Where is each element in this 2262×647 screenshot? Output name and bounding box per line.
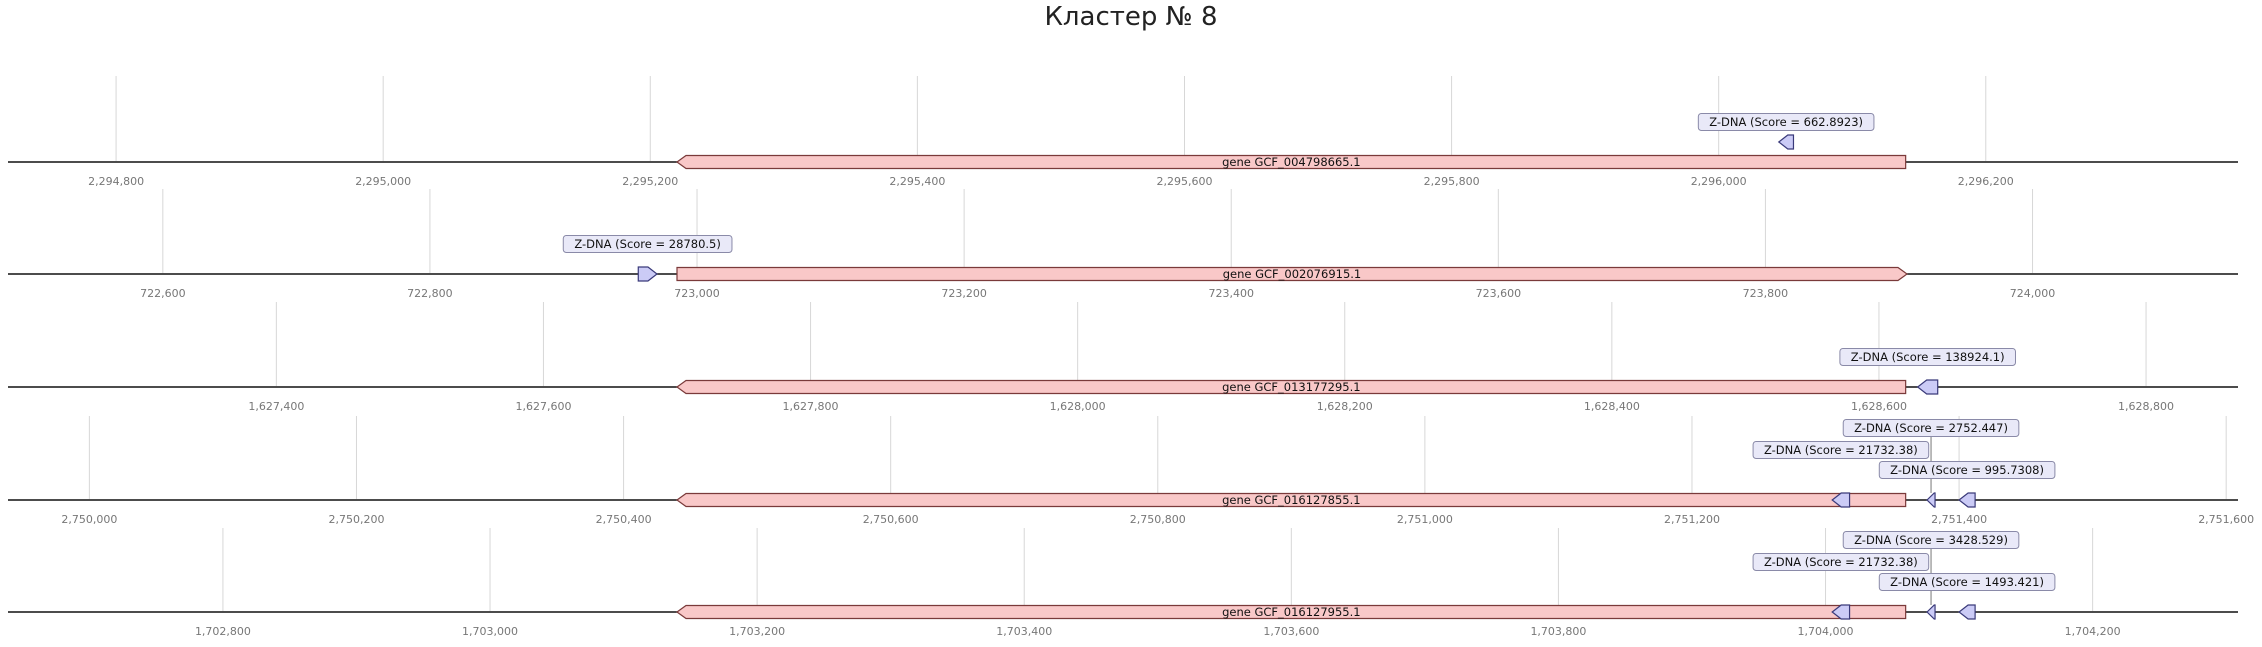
tick-label: 2,750,800 [1129,513,1186,526]
tick-label: 1,627,400 [248,400,305,413]
tick-label: 2,295,200 [622,175,679,188]
z-dna-feature-arrow [638,267,657,281]
gene-label: gene GCF_016127855.1 [1222,493,1361,507]
tick-label: 2,750,000 [61,513,118,526]
feature-label: Z-DNA (Score = 995.7308) [1890,463,2044,477]
tick-label: 1,628,000 [1049,400,1106,413]
z-dna-feature-arrow [1927,493,1935,507]
figure-title: Кластер № 8 [1044,2,1218,32]
z-dna-feature-arrow [1959,493,1975,507]
tick-label: 723,400 [1208,287,1254,300]
tick-label: 2,295,800 [1423,175,1480,188]
tick-label: 1,627,600 [515,400,572,413]
tick-label: 1,628,800 [2118,400,2175,413]
tick-label: 723,600 [1475,287,1522,300]
tick-label: 2,296,000 [1690,175,1747,188]
feature-label: Z-DNA (Score = 3428.529) [1854,533,2008,547]
gene-label: gene GCF_002076915.1 [1222,267,1362,281]
tick-label: 1,703,600 [1263,625,1320,638]
feature-label: Z-DNA (Score = 1493.421) [1890,575,2044,589]
gene-label: gene GCF_016127955.1 [1222,605,1361,619]
tick-label: 1,703,200 [729,625,786,638]
z-dna-feature-arrow [1927,605,1935,619]
tick-label: 2,750,200 [328,513,385,526]
tick-label: 2,296,200 [1957,175,2014,188]
tick-label: 1,703,800 [1530,625,1587,638]
tick-label: 1,703,000 [462,625,519,638]
feature-label: Z-DNA (Score = 662.8923) [1709,115,1864,129]
tick-label: 1,704,000 [1797,625,1854,638]
feature-label: Z-DNA (Score = 28780.5) [574,237,721,251]
gene-label: gene GCF_004798665.1 [1222,155,1361,169]
tick-label: 2,751,000 [1396,513,1453,526]
feature-label: Z-DNA (Score = 21732.38) [1763,443,1918,457]
gene-label: gene GCF_013177295.1 [1222,380,1361,394]
tick-label: 1,627,800 [782,400,839,413]
feature-label: Z-DNA (Score = 138924.1) [1850,350,2005,364]
tick-label: 2,295,600 [1156,175,1213,188]
tick-label: 2,750,600 [862,513,919,526]
feature-label: Z-DNA (Score = 2752.447) [1854,421,2008,435]
tick-label: 2,294,800 [88,175,145,188]
tick-label: 1,628,400 [1583,400,1640,413]
tick-label: 1,704,200 [2064,625,2121,638]
tick-label: 722,800 [407,287,453,300]
tick-label: 722,600 [140,287,186,300]
tick-label: 2,751,400 [1931,513,1988,526]
z-dna-feature-arrow [1959,605,1975,619]
tick-label: 2,751,200 [1663,513,1720,526]
tick-label: 1,628,600 [1850,400,1907,413]
z-dna-feature-arrow [1918,380,1938,394]
tick-label: 723,800 [1742,287,1789,300]
tick-label: 2,295,000 [355,175,412,188]
tick-label: 1,703,400 [996,625,1053,638]
tick-label: 2,295,400 [889,175,946,188]
tick-label: 723,200 [941,287,987,300]
z-dna-feature-arrow [1779,135,1794,149]
tick-label: 1,702,800 [194,625,251,638]
tick-label: 2,751,600 [2198,513,2255,526]
tick-label: 2,750,400 [595,513,652,526]
tick-label: 723,000 [674,287,720,300]
feature-label: Z-DNA (Score = 21732.38) [1763,555,1918,569]
tick-label: 1,628,200 [1316,400,1373,413]
tick-label: 724,000 [2009,287,2056,300]
